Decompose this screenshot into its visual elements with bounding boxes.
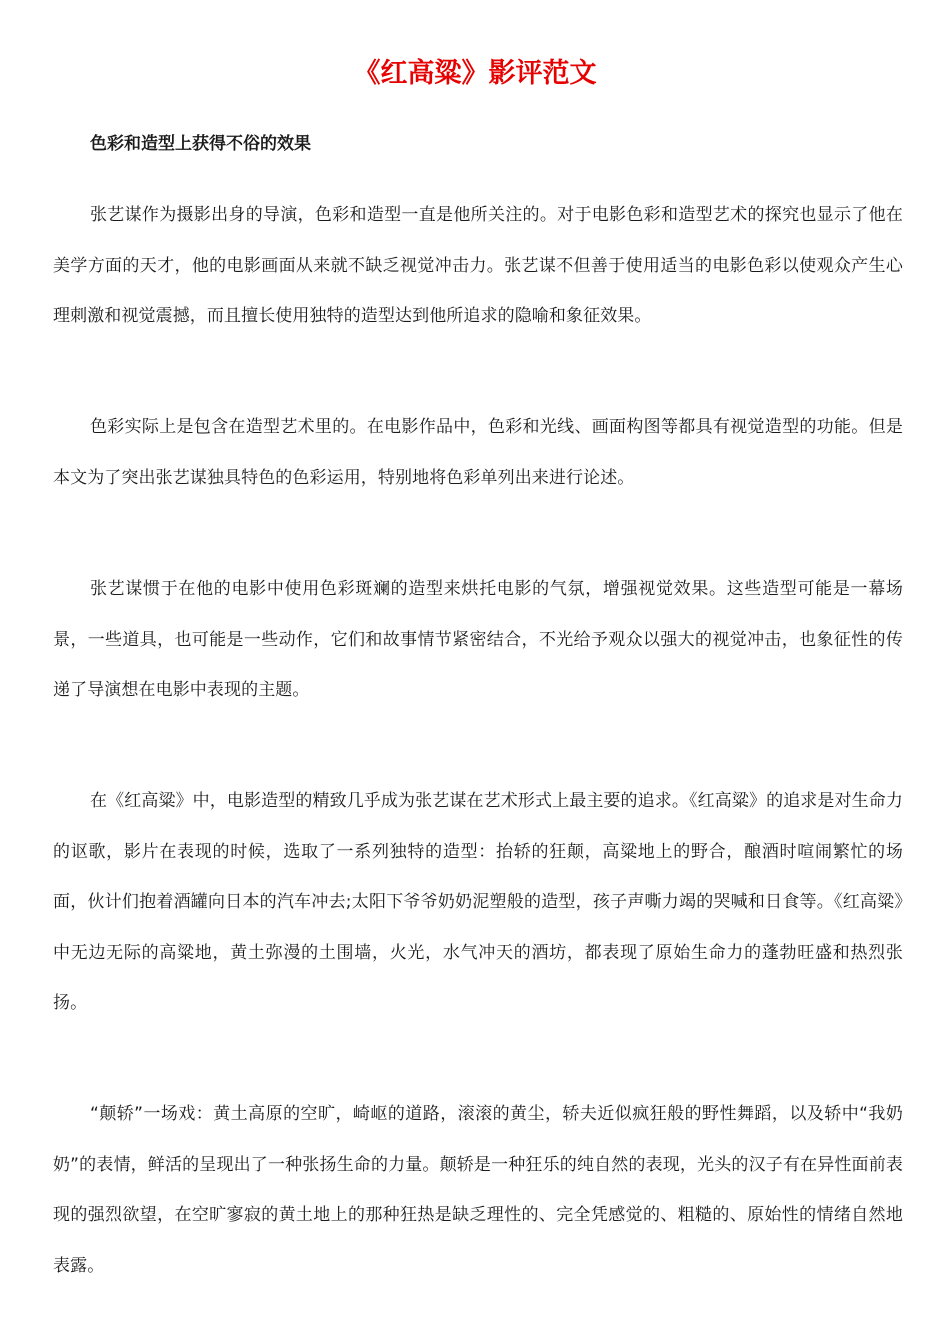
section-heading: 色彩和造型上获得不俗的效果 bbox=[90, 134, 311, 154]
paragraph-4: 在《红高粱》中，电影造型的精致几乎成为张艺谋在艺术形式上最主要的追求。《红高粱》的追求是对生命力的讴歌，影片在表现的时候，选取了一系列独特的造型：抬轿的狂颠，高粱地上的野合，酿酒时喧闹繁忙的场面，伙计们抱着酒罐向日本的汽车冲去;太阳下爷爷奶奶泥塑般的造型，孩子声嘶力竭的哭喊和日食等。《红高粱》中无边无际的高粱地，黄土弥漫的土围墙，火光，水气冲天的酒坊，都表现了原始生命力的蓬勃旺盛和热烈张扬。 bbox=[53, 791, 903, 1013]
document-title: 《红高粱》影评范文 bbox=[353, 58, 597, 89]
paragraph-5: “颠轿”一场戏：黄土高原的空旷，崎岖的道路，滚滚的黄尘，轿夫近似疯狂般的野性舞蹈，以及轿中“我奶奶”的表情，鲜活的呈现出了一种张扬生命的力量。颠轿是一种狂乐的纯自然的表现，光头的汉子有在异性面前表现的强烈欲望，在空旷寥寂的黄土地上的那种狂热是缺乏理性的、完全凭感觉的、粗糙的、原始性的情绪自然地表露。 bbox=[53, 1104, 903, 1276]
paragraph-2: 色彩实际上是包含在造型艺术里的。在电影作品中，色彩和光线、画面构图等都具有视觉造型的功能。但是本文为了突出张艺谋独具特色的色彩运用，特别地将色彩单列出来进行论述。 bbox=[53, 417, 903, 488]
paragraph-1: 张艺谋作为摄影出身的导演，色彩和造型一直是他所关注的。对于电影色彩和造型艺术的探究也显示了他在美学方面的天才，他的电影画面从来就不缺乏视觉冲击力。张艺谋不但善于使用适当的电影色彩以使观众产生心理刺激和视觉震撼，而且擅长使用独特的造型达到他所追求的隐喻和象征效果。 bbox=[53, 205, 903, 326]
paragraph-3: 张艺谋惯于在他的电影中使用色彩斑斓的造型来烘托电影的气氛，增强视觉效果。这些造型可能是一幕场景，一些道具，也可能是一些动作，它们和故事情节紧密结合，不光给予观众以强大的视觉冲击，也象征性的传递了导演想在电影中表现的主题。 bbox=[53, 579, 903, 700]
